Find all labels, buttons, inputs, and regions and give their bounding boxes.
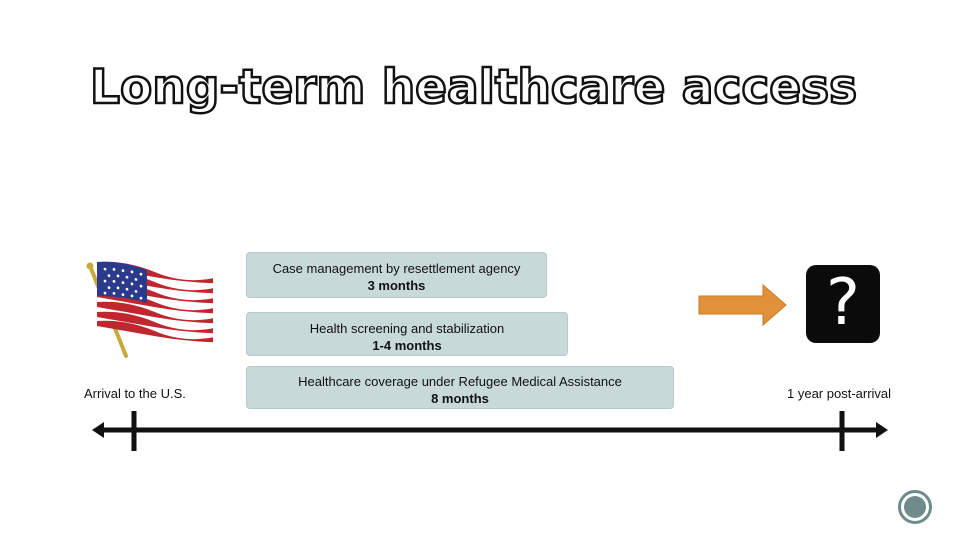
timeline-end-label: 1 year post-arrival	[787, 386, 892, 401]
page-title: Long-term healthcare access	[90, 60, 858, 115]
bar-period: 3 months	[367, 278, 426, 293]
bar-period: 8 months	[431, 391, 489, 406]
slide-nav-icon[interactable]	[898, 490, 932, 524]
question-mark-symbol: ?	[826, 266, 860, 340]
bar-label: Healthcare coverage under Refugee Medical Assistance	[298, 374, 622, 389]
bar-label: Health screening and stabilization	[309, 321, 505, 336]
bar-period: 1-4 months	[372, 338, 442, 353]
bar-label: Case management by resettlement agency	[272, 261, 521, 276]
timeline-start-label: Arrival to the U.S.	[84, 386, 186, 401]
question-mark-icon	[806, 265, 880, 343]
